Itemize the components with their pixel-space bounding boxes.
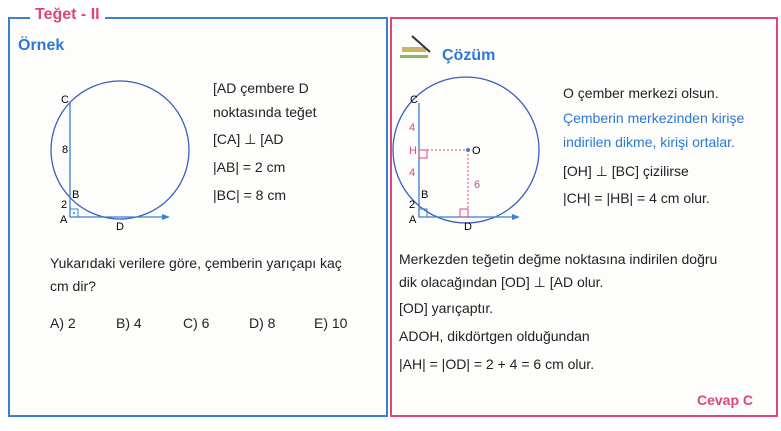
section-title: Teğet - II: [30, 6, 105, 24]
question-line-2: cm dir?: [50, 278, 96, 294]
figure-mark: [419, 150, 427, 158]
arrow-icon: [162, 214, 170, 220]
figure-mark: [400, 55, 428, 58]
solution-rule-1: Çemberin merkezinden kirişe: [563, 110, 745, 126]
given-4: |AB| = 2 cm: [213, 159, 286, 175]
figure-mark: [73, 212, 75, 214]
solution-figure: [393, 77, 539, 233]
label-d: D: [116, 221, 124, 233]
example-figure: [51, 81, 189, 233]
figure-label: H: [409, 145, 417, 157]
arrow-icon: [512, 214, 520, 220]
answer-label: Cevap C: [697, 392, 754, 408]
figure-label: B: [421, 189, 429, 201]
figure-label: A: [409, 214, 417, 226]
given-5: |BC| = 8 cm: [213, 187, 287, 203]
solution-bottom-2: dik olacağından [OD] ⊥ [AD olur.: [399, 274, 604, 290]
figure-label: 6: [474, 179, 481, 191]
solution-line-1: O çember merkezi olsun.: [563, 85, 719, 101]
given-3: [CA] ⊥ [AD: [213, 131, 284, 147]
label-b: B: [72, 189, 80, 201]
given-1: [AD çembere D: [213, 80, 309, 96]
option-c: C) 6: [183, 315, 210, 331]
solution-bottom-5: |AH| = |OD| = 2 + 4 = 6 cm olur.: [399, 356, 595, 372]
option-a: A) 2: [50, 315, 76, 331]
figure-mark: [466, 148, 470, 152]
label-c: C: [61, 94, 69, 106]
solution-line-5: |CH| = |HB| = 4 cm olur.: [563, 190, 710, 206]
option-b: B) 4: [116, 315, 142, 331]
given-2: noktasında teğet: [213, 104, 317, 120]
figure-label: C: [410, 94, 418, 106]
question-line-1: Yukarıdaki verilere göre, çemberin yarıçapı kaç: [50, 255, 342, 271]
figure-mark: [460, 209, 468, 217]
solution-bottom-1: Merkezden teğetin değme noktasına indirilen doğru: [399, 251, 718, 267]
solution-line-4: [OH] ⊥ [BC] çizilirse: [563, 163, 689, 179]
figure-label: 2: [409, 199, 416, 211]
figure-label: D: [464, 221, 472, 233]
figure-label: 4: [409, 167, 416, 179]
writing-hand-icon: [400, 36, 430, 58]
label-bc: 8: [62, 144, 69, 156]
figure-label: O: [472, 145, 481, 157]
example-heading: Örnek: [18, 37, 65, 54]
option-e: E) 10: [314, 315, 348, 331]
option-d: D) 8: [249, 315, 276, 331]
solution-heading: Çözüm: [442, 47, 496, 64]
solution-rule-2: indirilen dikme, kirişi ortalar.: [563, 134, 735, 150]
figure-label: 4: [409, 122, 416, 134]
label-ab: 2: [61, 199, 68, 211]
solution-bottom-3: [OD] yarıçaptır.: [399, 300, 494, 316]
label-a: A: [60, 214, 68, 226]
figure-mark: [402, 47, 426, 52]
solution-bottom-4: ADOH, dikdörtgen olduğundan: [399, 328, 590, 344]
